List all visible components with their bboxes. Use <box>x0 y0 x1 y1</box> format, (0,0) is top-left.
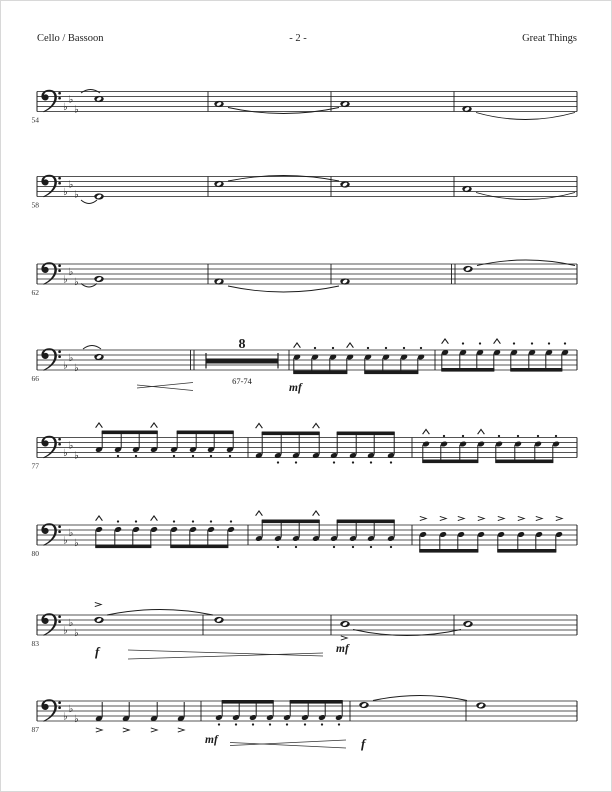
whole-note <box>340 278 349 284</box>
beam <box>510 368 562 372</box>
flat-icon: ♭ <box>74 104 79 116</box>
flat-icon: ♭ <box>63 274 68 286</box>
staccato-dot <box>192 520 194 522</box>
tie <box>373 696 467 701</box>
staff-system-m87 <box>32 696 578 752</box>
marcato-accent-icon <box>478 516 484 520</box>
staff-system-m62 <box>32 260 578 297</box>
whole-note <box>94 276 103 282</box>
dynamic-mark-mf: mf <box>205 734 218 746</box>
staccato-dot <box>352 546 354 548</box>
flat-icon: ♭ <box>74 363 79 374</box>
tie <box>477 260 575 266</box>
staccato-dot <box>295 461 297 463</box>
staccato-dot <box>333 546 335 548</box>
staccato-dot <box>390 461 392 463</box>
beam <box>495 460 553 464</box>
staccato-dot <box>443 435 445 437</box>
staccato-dot <box>352 461 354 463</box>
measure-number: 80 <box>31 549 39 558</box>
marcato-accent-icon <box>151 728 157 732</box>
staccato-dot <box>218 723 220 725</box>
accent-icon <box>313 511 320 516</box>
staccato-dot <box>555 435 557 437</box>
song-title: Great Things <box>522 33 577 44</box>
flat-icon: ♭ <box>63 711 68 723</box>
whole-note <box>476 702 485 708</box>
beam <box>293 371 347 375</box>
measure-number: 66 <box>31 374 39 383</box>
staccato-dot <box>367 347 369 349</box>
multirest-bar <box>206 359 278 364</box>
bass-clef-icon <box>41 699 61 722</box>
bass-clef-icon <box>41 523 61 546</box>
whole-note <box>94 96 103 102</box>
staff-system-m77 <box>32 423 578 471</box>
staccato-dot <box>135 520 137 522</box>
tie <box>476 113 575 120</box>
hairpin <box>137 383 193 391</box>
staccato-dot <box>403 347 405 349</box>
staccato-dot <box>286 723 288 725</box>
marcato-accent-icon <box>123 728 129 732</box>
whole-note <box>359 702 368 708</box>
dynamic-mark-f: f <box>361 736 366 751</box>
staccato-dot <box>192 455 194 457</box>
staccato-dot <box>277 546 279 548</box>
whole-note <box>94 193 103 199</box>
accent-icon <box>442 339 449 344</box>
staff-system-m54 <box>32 90 578 125</box>
whole-note <box>214 278 223 284</box>
multirest-measure-range: 67-74 <box>232 376 252 386</box>
tie <box>476 193 575 200</box>
accent-icon <box>423 429 430 434</box>
staccato-dot <box>385 347 387 349</box>
beam <box>441 368 494 372</box>
marcato-accent-icon <box>420 516 426 520</box>
staccato-dot <box>370 461 372 463</box>
bass-clef-icon <box>41 436 61 459</box>
staccato-dot <box>517 435 519 437</box>
flat-icon: ♭ <box>68 94 74 106</box>
multirest-count: 8 <box>238 337 246 352</box>
dynamic-mark-mf: mf <box>289 382 302 394</box>
staccato-dot <box>269 723 271 725</box>
measure-number: 58 <box>31 200 39 210</box>
accent-icon <box>96 516 103 521</box>
staccato-dot <box>338 723 340 725</box>
staff-system-m58 <box>32 175 578 210</box>
flat-icon: ♭ <box>68 704 74 715</box>
multimeasure-rest <box>206 337 278 386</box>
staccato-dot <box>304 723 306 725</box>
beam <box>422 460 478 464</box>
marcato-accent-icon <box>95 602 101 606</box>
beam <box>337 432 395 436</box>
measure-number: 77 <box>31 461 39 471</box>
staccato-dot <box>135 455 137 457</box>
flat-icon: ♭ <box>74 450 79 462</box>
staccato-dot <box>462 435 464 437</box>
accent-icon <box>494 339 501 344</box>
flat-icon: ♭ <box>68 618 74 629</box>
flat-icon: ♭ <box>68 267 74 278</box>
staccato-dot <box>314 347 316 349</box>
staccato-dot <box>210 455 212 457</box>
page-number: - 2 - <box>289 33 307 44</box>
hairpin <box>230 740 346 748</box>
staccato-dot <box>462 342 464 344</box>
whole-note <box>463 621 472 627</box>
beam <box>262 432 320 436</box>
accent-icon <box>478 429 485 434</box>
beam <box>364 371 418 375</box>
hairpin <box>128 650 323 659</box>
flat-icon: ♭ <box>68 440 74 452</box>
staccato-dot <box>252 723 254 725</box>
marcato-accent-icon <box>178 728 184 732</box>
flat-icon: ♭ <box>63 535 68 547</box>
flat-icon: ♭ <box>63 102 68 113</box>
part-name: Cello / Bassoon <box>37 33 104 44</box>
beam <box>102 431 158 435</box>
staccato-dot <box>173 455 175 457</box>
marcato-accent-icon <box>498 516 504 520</box>
whole-note <box>94 617 103 623</box>
staff-system-m66 <box>32 337 578 394</box>
beam <box>290 700 343 704</box>
staccato-dot <box>537 435 539 437</box>
bass-clef-icon <box>41 348 61 371</box>
beam <box>170 545 228 549</box>
flat-icon: ♭ <box>74 189 79 201</box>
marcato-accent-icon <box>518 516 524 520</box>
accent-icon <box>96 423 103 428</box>
accent-icon <box>313 423 320 428</box>
whole-note <box>340 181 349 187</box>
staccato-dot <box>390 546 392 548</box>
staccato-dot <box>332 347 334 349</box>
staccato-dot <box>531 342 533 344</box>
flat-icon: ♭ <box>68 528 74 539</box>
marcato-accent-icon <box>556 516 562 520</box>
staff-system-m83 <box>32 602 578 659</box>
staff-system-m80 <box>32 511 578 558</box>
accent-icon <box>151 516 158 521</box>
accent-icon <box>151 423 158 428</box>
measure-number: 54 <box>31 115 39 125</box>
bass-clef-icon <box>41 613 61 636</box>
beam <box>337 520 395 524</box>
staccato-dot <box>548 342 550 344</box>
staccato-dot <box>479 342 481 344</box>
dynamic-mark-f: f <box>95 644 100 659</box>
marcato-accent-icon <box>96 728 102 732</box>
flat-icon: ♭ <box>74 277 79 288</box>
tie <box>228 286 339 292</box>
flat-icon: ♭ <box>74 714 79 725</box>
marcato-accent-icon <box>341 636 347 640</box>
accent-icon <box>256 423 263 428</box>
marcato-accent-icon <box>536 516 542 520</box>
flat-icon: ♭ <box>68 353 74 364</box>
flat-icon: ♭ <box>74 628 79 639</box>
accent-icon <box>347 343 354 348</box>
beam <box>419 549 478 553</box>
bass-clef-icon <box>41 262 61 285</box>
staccato-dot <box>564 342 566 344</box>
staccato-dot <box>498 435 500 437</box>
tie <box>228 108 339 114</box>
marcato-accent-icon <box>440 516 446 520</box>
staccato-dot <box>235 723 237 725</box>
flat-icon: ♭ <box>63 448 68 459</box>
staccato-dot <box>230 520 232 522</box>
whole-note <box>340 101 349 107</box>
beam <box>177 431 234 435</box>
measure-number: 83 <box>31 639 39 648</box>
whole-note <box>214 101 223 107</box>
whole-note <box>214 617 223 623</box>
staccato-dot <box>295 546 297 548</box>
staccato-dot <box>513 342 515 344</box>
staccato-dot <box>210 520 212 522</box>
flat-icon: ♭ <box>68 179 74 191</box>
staccato-dot <box>333 461 335 463</box>
whole-note <box>462 186 471 192</box>
staccato-dot <box>117 455 119 457</box>
score-canvas <box>1 1 612 792</box>
flat-icon: ♭ <box>74 538 79 549</box>
whole-note <box>463 266 472 272</box>
dynamic-mark-mf: mf <box>336 643 349 655</box>
whole-note <box>214 181 223 187</box>
whole-note <box>462 106 471 112</box>
bass-clef-icon <box>41 175 61 198</box>
staccato-dot <box>229 455 231 457</box>
flat-icon: ♭ <box>63 625 68 637</box>
bass-clef-icon <box>41 90 61 113</box>
marcato-accent-icon <box>458 516 464 520</box>
measure-number: 62 <box>31 288 39 297</box>
staccato-dot <box>117 520 119 522</box>
staccato-dot <box>277 461 279 463</box>
tie <box>107 610 213 616</box>
staccato-dot <box>321 723 323 725</box>
beam <box>95 545 151 549</box>
tie <box>83 346 101 350</box>
whole-note <box>94 354 103 360</box>
beam <box>262 520 320 524</box>
whole-note <box>340 621 349 627</box>
staccato-dot <box>370 546 372 548</box>
measure-number: 87 <box>31 725 39 734</box>
staccato-dot <box>173 520 175 522</box>
flat-icon: ♭ <box>63 360 68 372</box>
accent-icon <box>294 343 301 348</box>
flat-icon: ♭ <box>63 187 68 198</box>
beam <box>222 700 274 704</box>
accent-icon <box>256 511 263 516</box>
staccato-dot <box>420 347 422 349</box>
beam <box>497 549 556 553</box>
tie <box>81 200 97 204</box>
